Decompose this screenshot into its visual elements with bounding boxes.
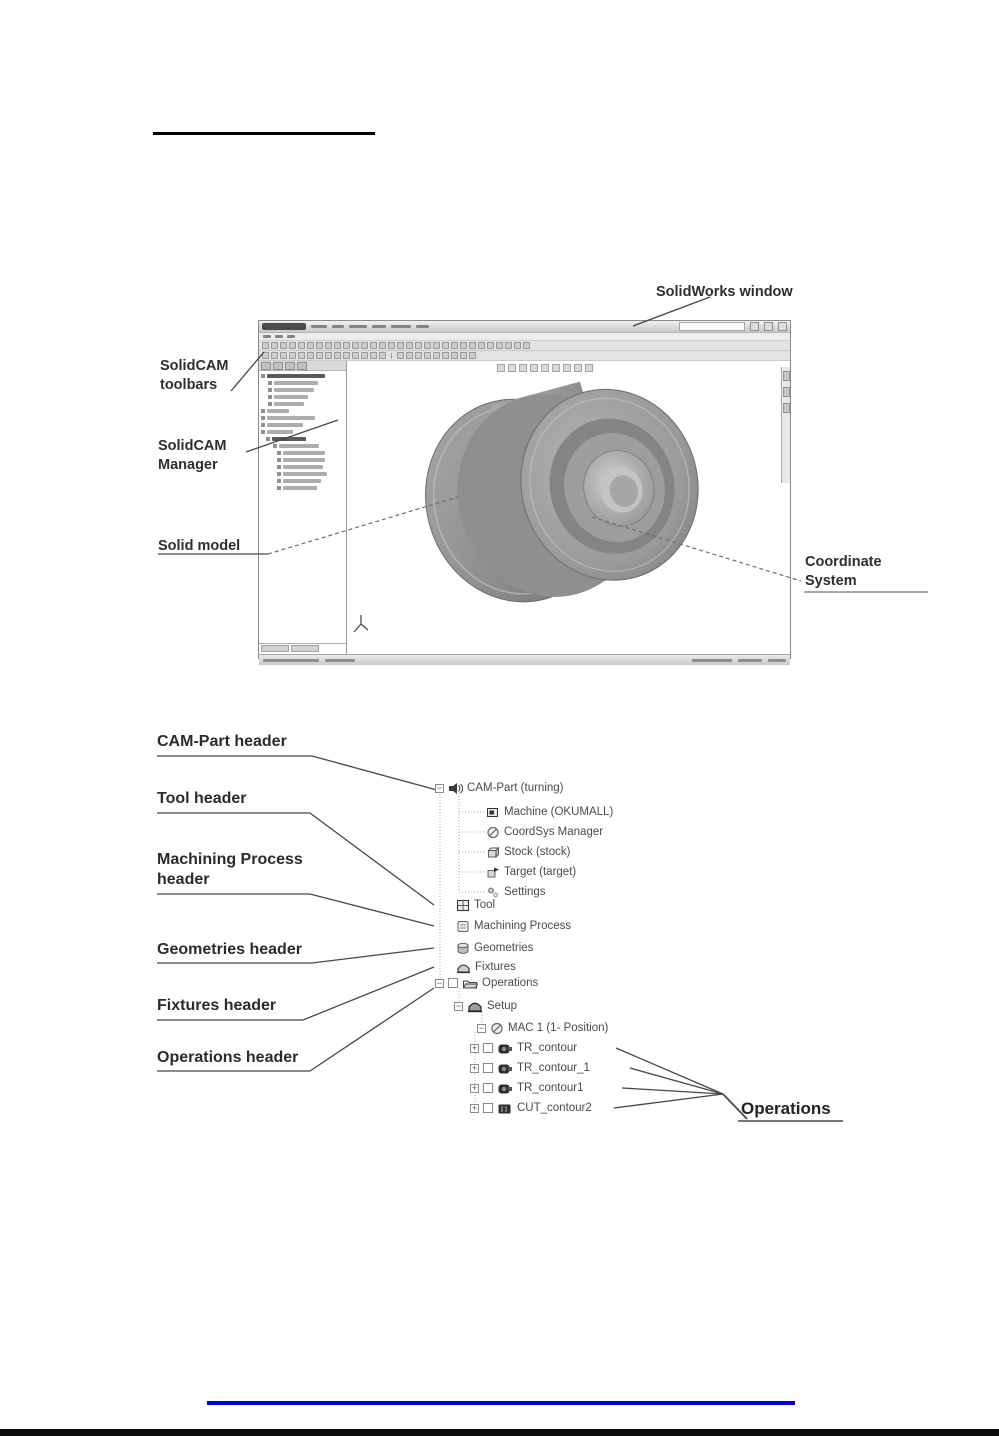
expander-icon: − [436,782,443,793]
operation-checkbox [483,1063,493,1073]
tree-item-label: TR_contour [517,1042,578,1054]
operations-folder-icon [462,977,478,990]
stock-icon [486,846,500,859]
expander-icon: + [471,1062,478,1073]
tree-item-mac1 [477,1019,608,1037]
expander-icon: + [471,1082,478,1093]
tree-item-label: TR_contour1 [517,1082,584,1094]
toolbar-icons [262,352,386,359]
menu-item [349,325,367,328]
geometries-icon [456,942,470,955]
callout-solid-model: Solid model [158,538,241,554]
expander-icon: − [478,1022,485,1033]
toolbar-icons [397,352,476,359]
tree-item-tr-contour1 [470,1079,583,1097]
task-pane-strip [781,367,790,483]
turning-operation-icon [497,1062,513,1075]
tool-icon [456,899,470,912]
window-title-bar [259,321,790,333]
tree-item-cam-part [435,779,564,797]
turning-operation-icon [497,1082,513,1095]
tree-item-label: TR_contour_1 [517,1062,590,1074]
label-operations-callout: Operations [741,1099,831,1118]
tree-item-label: CAM-Part (turning) [467,782,564,794]
callout-solidworks-window: SolidWorks window [656,284,793,300]
footer-link-rule[interactable] [207,1401,795,1405]
tree-item-label: Tool [474,899,496,911]
menu-item [372,325,386,328]
page-bottom-bar [0,1429,999,1436]
tree-item-tr-contour-1 [470,1059,590,1077]
expander-icon: + [471,1042,478,1053]
label-operations-header: Operations header [157,1049,299,1066]
maximize-button [764,322,773,331]
tree-item-tr-contour [470,1039,577,1057]
operations-checkbox [448,978,458,988]
tree-item-operations [435,974,538,992]
tree-item-label: CoordSys Manager [504,826,604,838]
label-machining-process-header: Machining Process header [157,851,303,888]
tree-item-label: Setup [487,1000,518,1012]
tree-item-label: MAC 1 (1- Position) [508,1022,609,1034]
label-tool-header: Tool header [157,790,247,807]
tree-item-setup [454,997,517,1015]
manager-panel-tree [259,371,346,643]
operation-checkbox [483,1103,493,1113]
tree-item-machining-process [456,917,571,935]
search-box [679,322,745,331]
mac-position-icon [490,1022,504,1035]
coordsys-icon [486,826,500,839]
tree-item-label: Geometries [474,942,534,954]
label-cam-part-header: CAM-Part header [157,733,287,750]
status-bar [259,654,790,665]
callout-coordinate-system: Coordinate System [805,554,882,590]
tree-item-label: Stock (stock) [504,846,571,858]
menu-bar [259,333,790,341]
tree-item-coordsys [486,823,603,841]
solidcam-manager-panel [259,361,347,654]
turning-operation-icon [497,1042,513,1055]
tree-item-label: Target (target) [504,866,577,878]
tree-item-label: Operations [482,977,539,989]
menu-item [416,325,429,328]
operation-checkbox [483,1043,493,1053]
minimize-button [750,322,759,331]
expander-icon: − [455,1000,462,1011]
manager-panel-tabs [259,361,346,371]
fixtures-icon [456,961,471,974]
tree-item-geometries [456,939,533,957]
label-geometries-header: Geometries header [157,941,302,958]
tree-item-label: Settings [504,886,546,898]
tree-item-label: Machine (OKUMALL) [504,806,614,818]
close-button [778,322,787,331]
expander-icon: − [436,977,443,988]
machine-icon [486,806,500,819]
menu-item [311,325,327,328]
tree-item-label: Machining Process [474,920,572,932]
callout-solidcam-manager: SolidCAM Manager [158,438,227,474]
machining-process-icon [456,920,470,933]
cutting-operation-icon [497,1102,513,1115]
target-icon [486,866,500,879]
label-fixtures-header: Fixtures header [157,997,277,1014]
menu-item [391,325,411,328]
tree-item-cut-contour2 [470,1099,592,1117]
setup-icon [467,999,483,1013]
solidworks-logo [262,323,306,330]
tree-item-tool [456,896,495,914]
standard-toolbar [259,341,790,351]
solidcam-toolbar [259,351,790,361]
origin-triad-icon [351,613,371,635]
tree-item-label: Fixtures [475,961,516,973]
operation-checkbox [483,1083,493,1093]
solid-model-3d-pulley [420,368,720,620]
tree-item-stock [486,843,570,861]
toolbar-icons [262,342,530,349]
manager-bottom-tabs [259,643,346,654]
cam-part-icon [448,782,463,795]
menu-item [332,325,344,328]
callout-solidcam-toolbars: SolidCAM toolbars [160,358,229,394]
tree-item-label: CUT_contour2 [517,1102,592,1114]
expander-icon: + [471,1102,478,1113]
tree-item-target [486,863,576,881]
heading-rule [153,132,375,135]
tree-item-machine [486,803,613,821]
